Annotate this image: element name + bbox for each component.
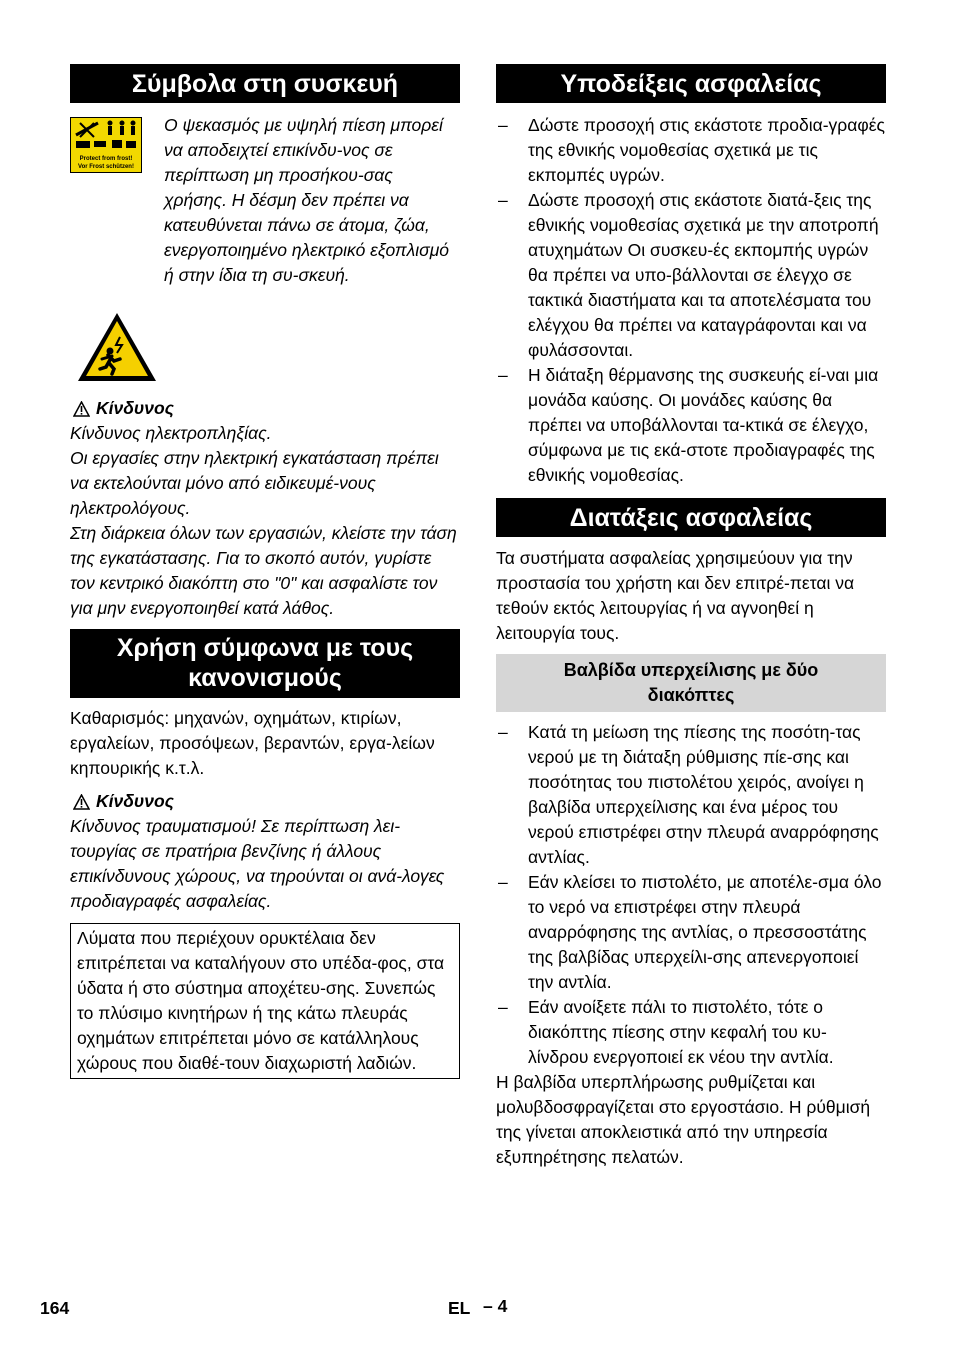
label-line-2: Vor Frost schützen! (78, 164, 134, 170)
list-item: – Δώστε προσοχή στις εκάστοτε διατά-ξεις της εθνικής νομοθεσίας σχετικά με την αποτροπή ατυχημάτων Οι συσκευ-ές εκπομπής υγρών θα πρέπει να υπο-βάλλονται σε έλεγχο σε τακτικά διαστήματα και τα αποτελέσματα του ελέγχου θα πρέπει να καταγράφονται και να φυλάσσονται. (498, 190, 879, 360)
danger-label-2: Κίνδυνος (96, 791, 174, 811)
symbols-heading: Σύμβολα στη συσκευή (70, 64, 460, 103)
danger-notice-1 (70, 396, 460, 421)
oil-notice-box (70, 923, 460, 1079)
sub-page-number: – 4 (483, 1296, 508, 1316)
intended-use-heading (70, 629, 460, 698)
safety-instructions-heading: Υποδείξεις ασφαλείας (496, 64, 886, 103)
safety-instructions-list (496, 113, 886, 488)
list-item: – Εάν ανοίξετε πάλι το πιστολέτο, τότε ο διακόπτης πίεσης στην κεφαλή του κυ-λίνδρου ενεργοποιεί εκ νέου την αντλία. (498, 997, 834, 1067)
language-code: EL (448, 1298, 471, 1318)
left-column (70, 64, 460, 1079)
warning-triangle-icon (73, 794, 90, 810)
warning-triangle-icon (73, 401, 90, 417)
symbols-text: Ο ψεκασμός με υψηλή πίεση μπορεί να αποδειχτεί επικίνδυ-νος σε περίπτωση μη προσήκου-σας χρήσης. Η δέσμη δεν πρέπει να κατευθύνεται πάνω σε άτομα, ζώα, ενεργοποιημένο ηλεκτρικό εξοπλισμό ή στην ίδια τη συ-σκευή. (164, 115, 450, 285)
right-column (496, 64, 886, 1170)
device-label-icon (70, 117, 142, 173)
list-item: – Κατά τη μείωση της πίεσης της ποσότη-τας νερού με τη διάταξη ρύθμισης πίε-σης και ποσότητας του πιστολέτου χειρός, ανοίγει η βαλβίδα υπερχείλισης και ένα μέρος του νερού επιστρέφει στην πλευρά αναρρόφησης αντλίας. (498, 722, 879, 867)
overflow-valve-list (496, 720, 886, 1070)
danger-text-2: Κίνδυνος τραυματισμού! Σε περίπτωση λει-τουργίας σε πρατήρια βενζίνης ή άλλους επικίνδυνους χώρους, να τηρούνται οι ανά-λογες προδιαγραφές ασφαλείας. (70, 816, 445, 911)
danger-label-1: Κίνδυνος (96, 398, 174, 418)
list-item: – Η διάταξη θέρμανσης της συσκευής εί-ναι μια μονάδα καύσης. Οι μονάδες καύσης θα πρέπει να υποβάλλονται τα-κτικά σε έλεγχο, σύμφωνα με τις εκά-στοτε προδιαγραφές της εθνικής νομοθεσίας. (498, 365, 879, 485)
list-item: – Δώστε προσοχή στις εκάστοτε προδια-γραφές της εθνικής νομοθεσίας σχετικά με τις εκπομπές υγρών. (498, 115, 885, 185)
electric-shock-warning-icon (76, 311, 158, 383)
overflow-valve-heading: Βαλβίδα υπερχείλισης με δύο διακόπτες (496, 654, 886, 712)
intended-use-heading-line-1: Χρήση σύμφωνα με τους (116, 634, 414, 662)
overflow-valve-text: Η βαλβίδα υπερπλήρωσης ρυθμίζεται και μολυβδοσφραγίζεται στο εργοστάσιο. Η ρύθμισή της γίνεται αποκλειστικά από την υπηρεσία εξυπηρέτησης πελατών. (496, 1072, 871, 1167)
intended-use-text: Καθαρισμός: μηχανών, οχημάτων, κτιρίων, εργαλείων, προσόψεων, βεραντών, εργα-λείων κηπουρικής κ.τ.λ. (70, 708, 435, 778)
label-line-1: Protect from frost! (79, 156, 133, 162)
intended-use-heading-line-2: κανονισμούς (188, 664, 342, 692)
danger-text-1a: Κίνδυνος ηλεκτροπληξίας. (70, 423, 272, 443)
oil-notice-text: Λύματα που περιέχουν ορυκτέλαια δεν επιτρέπεται να καταλήγουν στο υπέδα-φος, στα ύδατα ή στο σύστημα αποχέτευ-σης. Συνεπώς το πλύσιμο κινητήρων ή της κάτω πλευράς οχημάτων επιτρέπεται μόνο σε κατάλληλους χώρους που διαθέ-τουν διαχωριστή λαδιών. (77, 928, 445, 1073)
list-item: – Εάν κλείσει το πιστολέτο, με αποτέλε-σμα όλο το νερό να επιστρέφει στην πλευρά αναρρόφησης της αντλίας, ο πρεσσοστάτης της βαλβίδας υπερχείλι-σης απενεργοποιεί την αντλία. (498, 872, 882, 992)
danger-text-1c: Στη διάρκεια όλων των εργασιών, κλείστε την τάση της εγκατάστασης. Για το σκοπό αυτόν, γυρίστε τον κεντρικό διακόπτη στο "0" και ασφαλίστε τον για μην ενεργοποιηθεί κατά λάθος. (70, 523, 457, 618)
symbols-row (70, 113, 460, 288)
danger-notice-2 (70, 789, 460, 814)
safety-devices-text: Τα συστήματα ασφαλείας χρησιμεύουν για την προστασία του χρήστη και δεν επιτρέ-πεται να τεθούν εκτός λειτουργίας ή να αγνοηθεί η λειτουργία τους. (496, 548, 855, 643)
safety-devices-heading: Διατάξεις ασφαλείας (496, 498, 886, 537)
page-number: 164 (40, 1298, 70, 1318)
danger-text-1b: Οι εργασίες στην ηλεκτρική εγκατάσταση πρέπει να εκτελούνται μόνο από ειδικευμέ-νους ηλεκτρολόγους. (70, 448, 439, 518)
